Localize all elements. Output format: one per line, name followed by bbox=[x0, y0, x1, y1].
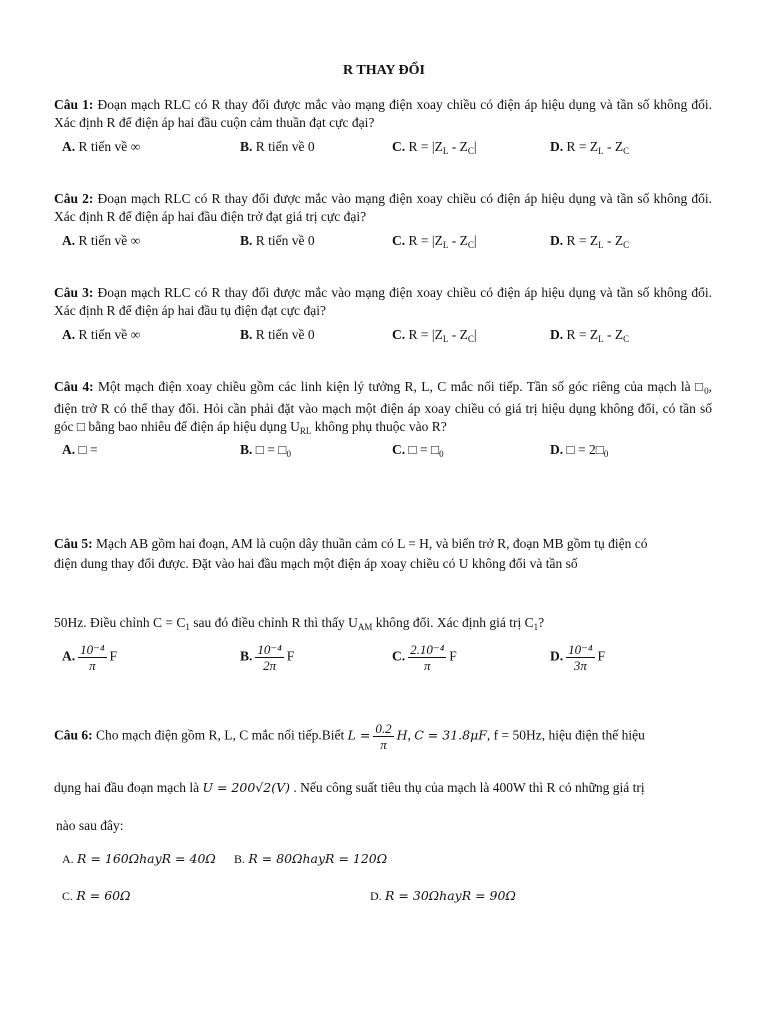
option-c: C. R = 60Ω bbox=[62, 888, 131, 903]
question-2 bbox=[54, 190, 712, 226]
option-b: B. R tiến về 0 bbox=[240, 327, 315, 342]
option-b: B. R = 80ΩhayR = 120Ω bbox=[234, 851, 388, 866]
option-c: C. □ = $□_0$ bbox=[392, 442, 444, 459]
option-c: C. $R = |Z_L - Z_C|$ bbox=[392, 139, 477, 156]
question-4-options bbox=[62, 442, 712, 462]
question-text: Đoạn mạch RLC có R thay đổi được mắc vào mạng điện xoay chiều có điện áp hiệu dụng và tần số không đổi. Xác định R để điện áp hai đầu điện trở đạt giá trị cực đại? bbox=[54, 191, 712, 224]
question-3-options bbox=[62, 327, 712, 347]
question-2-options bbox=[62, 233, 712, 253]
question-6-options-row-1 bbox=[62, 851, 712, 871]
question-6-line-1: Câu 6: Cho mạch điện gồm R, L, C mắc nối tiếp.Biết L = $\frac{0.2}{\pi}$ H, C = 31.8μF, f = 50Hz, hiệu điện thế hiệu bbox=[54, 721, 645, 752]
option-c: C. $\frac{\text{2.10⁻⁴}}{\pi}$ F bbox=[392, 642, 457, 673]
question-1-options bbox=[62, 139, 712, 159]
question-label: Câu 4: bbox=[54, 379, 94, 394]
option-c: C. $R = |Z_L - Z_C|$ bbox=[392, 327, 477, 344]
question-label: Câu 3: bbox=[54, 285, 94, 300]
option-a: A. R tiến về ∞ bbox=[62, 139, 141, 154]
page-title: R THAY ĐỔI bbox=[343, 63, 425, 78]
question-text: Một mạch điện xoay chiều gồm các linh kiện lý tưởng R, L, C mắc nối tiếp. Tần số góc riêng của mạch là $□_0$, điện trở R có thể thay đổi. Hỏi cần phải đặt vào mạch một điện áp xoay chiều có giá trị hiệu dụng không đổi, có tần số góc □ bằng bao nhiêu để điện áp hiệu dụng $U_{RL}$ không phụ thuộc vào R? bbox=[54, 379, 712, 436]
question-6-line-2: dụng hai đầu đoạn mạch là U = 200√2(V) . Nếu công suất tiêu thụ của mạch là 400W thì R có những giá trị bbox=[54, 780, 645, 795]
option-b: B. □ = $□_0$ bbox=[240, 442, 291, 459]
option-d: D. $R = Z_L - Z_C$ bbox=[550, 327, 630, 344]
question-1 bbox=[54, 96, 712, 132]
option-b: B. R tiến về 0 bbox=[240, 233, 315, 248]
option-a: A. $\frac{\text{10⁻⁴}}{\pi}$ F bbox=[62, 642, 118, 673]
question-label: Câu 1: bbox=[54, 97, 94, 112]
option-d: D. $R = Z_L - Z_C$ bbox=[550, 139, 630, 156]
question-5-line-2: điện dung thay đổi được. Đặt vào hai đầu mạch một điện áp xoay chiều có U không đổi và tần số bbox=[54, 556, 578, 571]
question-6-line-3: nào sau đây: bbox=[56, 818, 124, 833]
option-a: A. R = 160ΩhayR = 40Ω bbox=[62, 851, 216, 866]
option-d: D. $\frac{\text{10⁻⁴}}{3\pi}$ F bbox=[550, 642, 606, 673]
option-c: C. $R = |Z_L - Z_C|$ bbox=[392, 233, 477, 250]
option-a: A. □ = bbox=[62, 442, 98, 457]
question-5-line-3: 50Hz. Điều chỉnh $C = C_1$ sau đó điều chỉnh R thì thấy $U_{AM}$ không đổi. Xác định giá trị $C_1$? bbox=[54, 615, 545, 632]
question-6-options-row-2 bbox=[62, 888, 712, 908]
question-label: Câu 2: bbox=[54, 191, 94, 206]
option-b: B. $\frac{\text{10⁻⁴}}{2\pi}$ F bbox=[240, 642, 295, 673]
question-4 bbox=[54, 378, 712, 440]
question-text: Đoạn mạch RLC có R thay đổi được mắc vào mạng điện xoay chiều có điện áp hiệu dụng và tần số không đổi. Xác định R để điện áp hai đầu tụ điện đạt cực đại? bbox=[54, 285, 712, 318]
option-b: B. R tiến về 0 bbox=[240, 139, 315, 154]
question-5-options bbox=[62, 642, 712, 678]
option-a: A. R tiến về ∞ bbox=[62, 233, 141, 248]
question-text: Đoạn mạch RLC có R thay đổi được mắc vào mạng điện xoay chiều có điện áp hiệu dụng và tần số không đổi. Xác định R để điện áp hai đầu cuộn cảm thuần đạt cực đại? bbox=[54, 97, 712, 130]
option-d: D. R = 30ΩhayR = 90Ω bbox=[370, 888, 516, 903]
question-text: Mạch AB gồm hai đoạn, AM là cuộn dây thuần cảm có L = H, và biến trở R, đoạn MB gồm tụ điện có bbox=[96, 536, 648, 551]
option-a: A. R tiến về ∞ bbox=[62, 327, 141, 342]
option-d: D. □ = $2□_0$ bbox=[550, 442, 609, 459]
option-d: D. $R = Z_L - Z_C$ bbox=[550, 233, 630, 250]
question-label: Câu 5: bbox=[54, 536, 93, 551]
question-label: Câu 6: bbox=[54, 727, 93, 743]
question-5-line-1 bbox=[54, 536, 648, 552]
question-3 bbox=[54, 284, 712, 320]
